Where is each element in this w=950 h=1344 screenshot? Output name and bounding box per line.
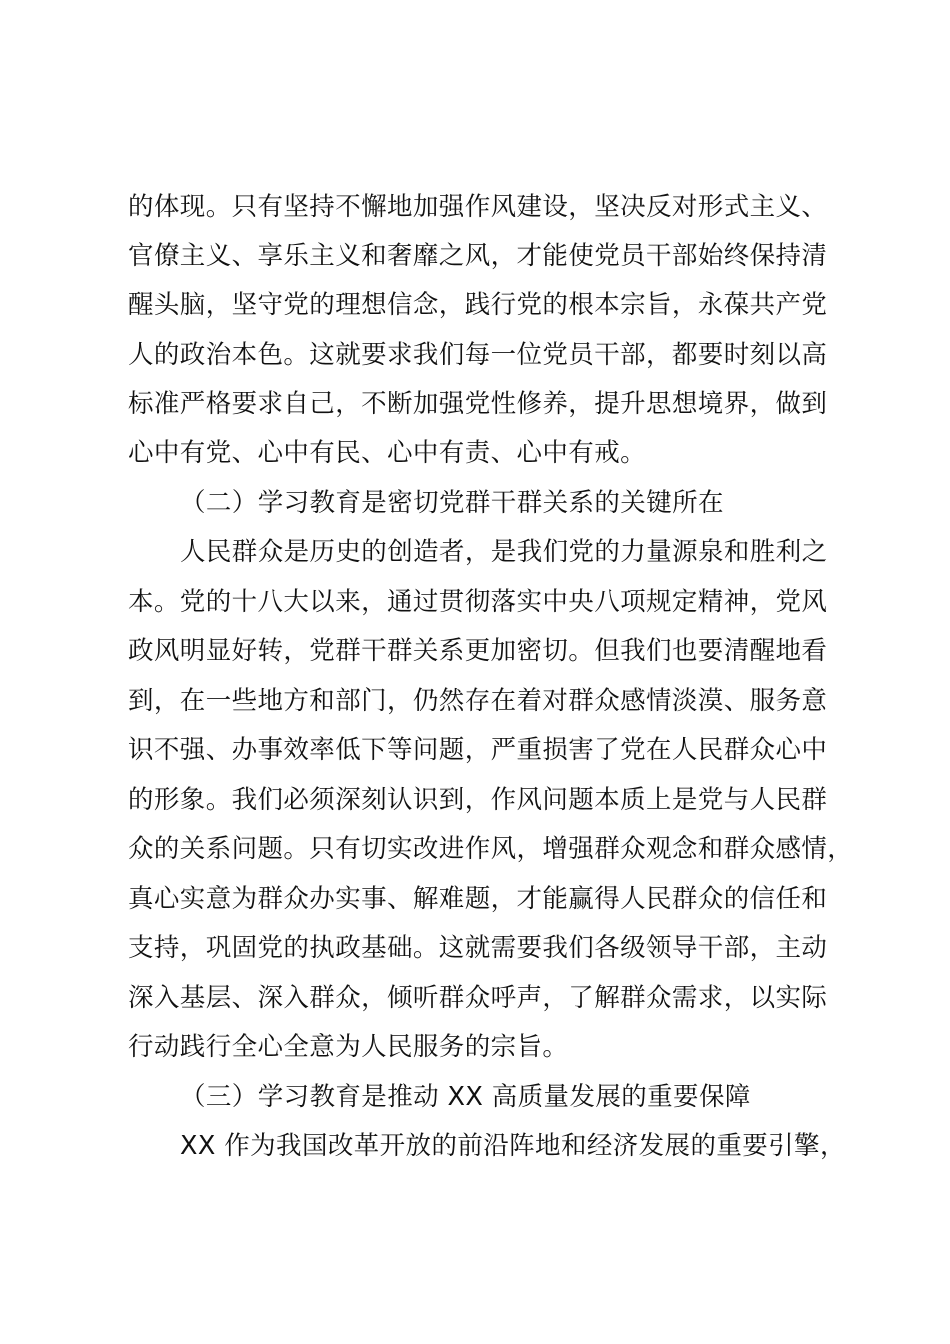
paragraph-2-line-8: 真心实意为群众办实事、解难题，才能赢得人民群众的信任和 (128, 884, 828, 914)
paragraph-2-line-5: 识不强、办事效率低下等问题，严重损害了党在人民群众心中 (128, 735, 828, 765)
paragraph-1-line-2: 官僚主义、享乐主义和奢靡之风，才能使党员干部始终保持清 (128, 241, 828, 271)
paragraph-1-line-4: 人的政治本色。这就要求我们每一位党员干部，都要时刻以高 (128, 340, 828, 370)
paragraph-1-line-1: 的体现。只有坚持不懈地加强作风建设，坚决反对形式主义、 (128, 192, 828, 222)
paragraph-2-line-9: 支持，巩固党的执政基础。这就需要我们各级领导干部，主动 (128, 933, 828, 963)
section-heading-3: （三）学习教育是推动 XX 高质量发展的重要保障 (180, 1082, 751, 1112)
paragraph-1-line-6: 心中有党、心中有民、心中有责、心中有戒。 (128, 438, 647, 468)
paragraph-2-line-3: 政风明显好转，党群干群关系更加密切。但我们也要清醒地看 (128, 636, 828, 666)
paragraph-1-line-5: 标准严格要求自己，不断加强党性修养，提升思想境界，做到 (128, 389, 828, 419)
paragraph-1-line-3: 醒头脑，坚守党的理想信念，践行党的根本宗旨，永葆共产党 (128, 290, 828, 320)
paragraph-2-line-10: 深入基层、深入群众，倾听群众呼声，了解群众需求，以实际 (128, 983, 828, 1013)
paragraph-2-line-7: 众的关系问题。只有切实改进作风，增强群众观念和群众感情， (128, 834, 854, 864)
paragraph-2-line-11: 行动践行全心全意为人民服务的宗旨。 (128, 1032, 569, 1062)
paragraph-2-line-4: 到，在一些地方和部门，仍然存在着对群众感情淡漠、服务意 (128, 686, 828, 716)
paragraph-2-line-6: 的形象。我们必须深刻认识到，作风问题本质上是党与人民群 (128, 785, 828, 815)
paragraph-2-line-1: 人民群众是历史的创造者，是我们党的力量源泉和胜利之 (180, 537, 828, 567)
section-heading-2: （二）学习教育是密切党群干群关系的关键所在 (180, 488, 724, 518)
paragraph-2-line-2: 本。党的十八大以来，通过贯彻落实中央八项规定精神，党风 (128, 587, 828, 617)
paragraph-3-line-1: XX 作为我国改革开放的前沿阵地和经济发展的重要引擎， (180, 1131, 846, 1161)
